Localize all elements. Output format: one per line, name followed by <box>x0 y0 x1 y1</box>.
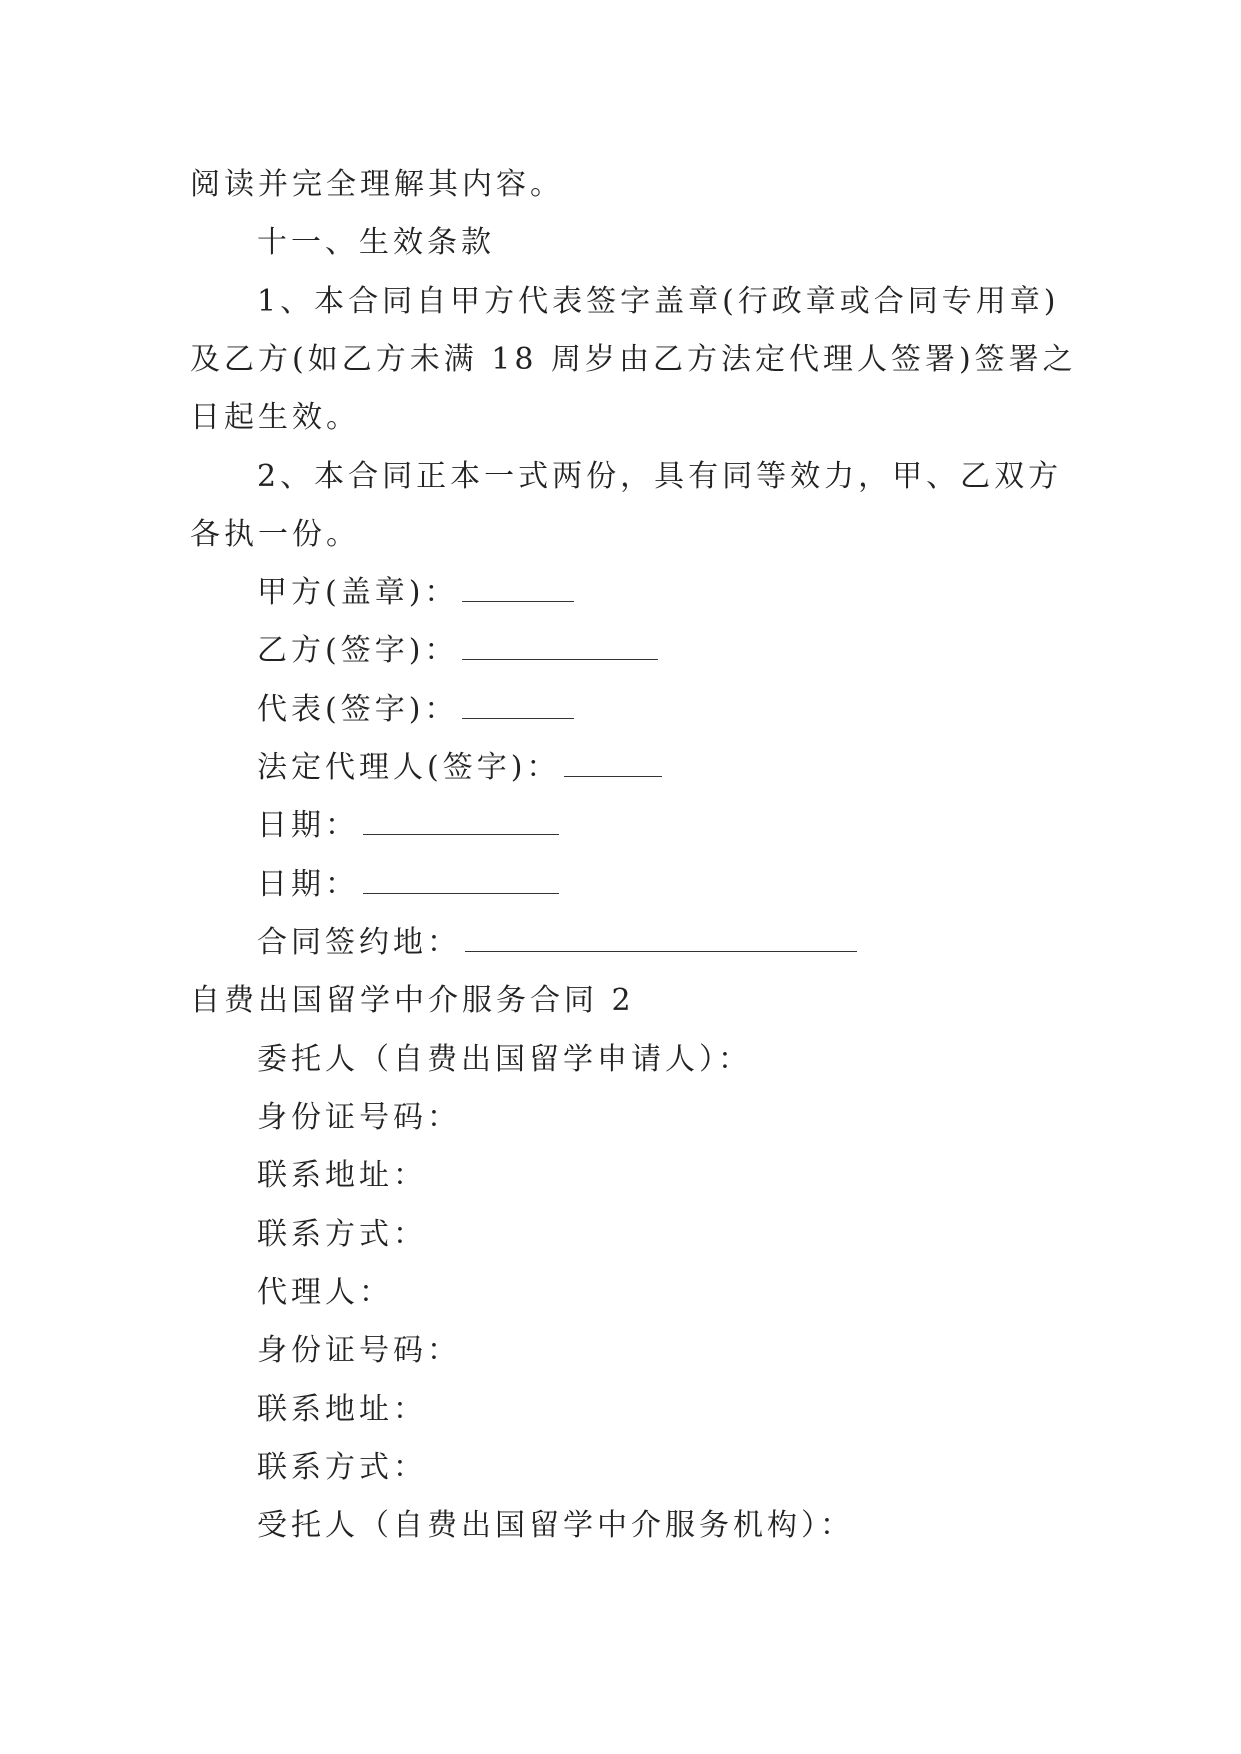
signature-label: 甲方(盖章)： <box>257 575 459 610</box>
field-label: 联系地址： <box>257 1158 427 1193</box>
signature-blank[interactable] <box>564 750 662 777</box>
signature-label: 合同签约地： <box>257 925 461 960</box>
field-label: 联系方式： <box>257 1450 427 1485</box>
field-label: 联系方式： <box>257 1217 427 1252</box>
signature-place <box>257 923 857 963</box>
field-label: 身份证号码： <box>257 1333 461 1368</box>
signature-label: 日期： <box>257 867 359 902</box>
signature-label: 法定代理人(签字)： <box>257 750 561 785</box>
signature-blank[interactable] <box>462 575 574 602</box>
section-heading: 十一、生效条款 <box>257 225 495 260</box>
text-line: 日起生效。 <box>190 400 360 435</box>
signature-guardian <box>257 748 662 788</box>
field-label: 联系地址： <box>257 1392 427 1427</box>
field-label: 委托人（自费出国留学申请人）： <box>257 1042 752 1077</box>
signature-label: 乙方(签字)： <box>257 633 459 668</box>
signature-blank[interactable] <box>363 808 559 835</box>
signature-label: 日期： <box>257 808 359 843</box>
contract-title: 自费出国留学中介服务合同 2 <box>190 983 635 1018</box>
text-line: 及乙方(如乙方未满 18 周岁由乙方法定代理人签署)签署之 <box>190 342 1077 377</box>
signature-representative <box>257 690 574 730</box>
signature-label: 代表(签字)： <box>257 692 459 727</box>
signature-blank[interactable] <box>465 925 857 952</box>
field-label: 代理人： <box>257 1275 393 1310</box>
text-line: 各执一份。 <box>190 517 360 552</box>
signature-date <box>257 865 559 905</box>
text-line: 1、本合同自甲方代表签字盖章(行政章或合同专用章) <box>257 284 1060 319</box>
text-line: 阅读并完全理解其内容。 <box>190 167 564 202</box>
field-label: 受托人（自费出国留学中介服务机构）： <box>257 1508 854 1543</box>
signature-party-b <box>257 631 658 671</box>
signature-blank[interactable] <box>462 692 574 719</box>
field-label: 身份证号码： <box>257 1100 461 1135</box>
signature-blank[interactable] <box>462 633 658 660</box>
signature-party-a <box>257 573 574 613</box>
signature-blank[interactable] <box>363 867 559 894</box>
signature-date <box>257 806 559 846</box>
text-line: 2、本合同正本一式两份，具有同等效力，甲、乙双方 <box>257 459 1063 494</box>
